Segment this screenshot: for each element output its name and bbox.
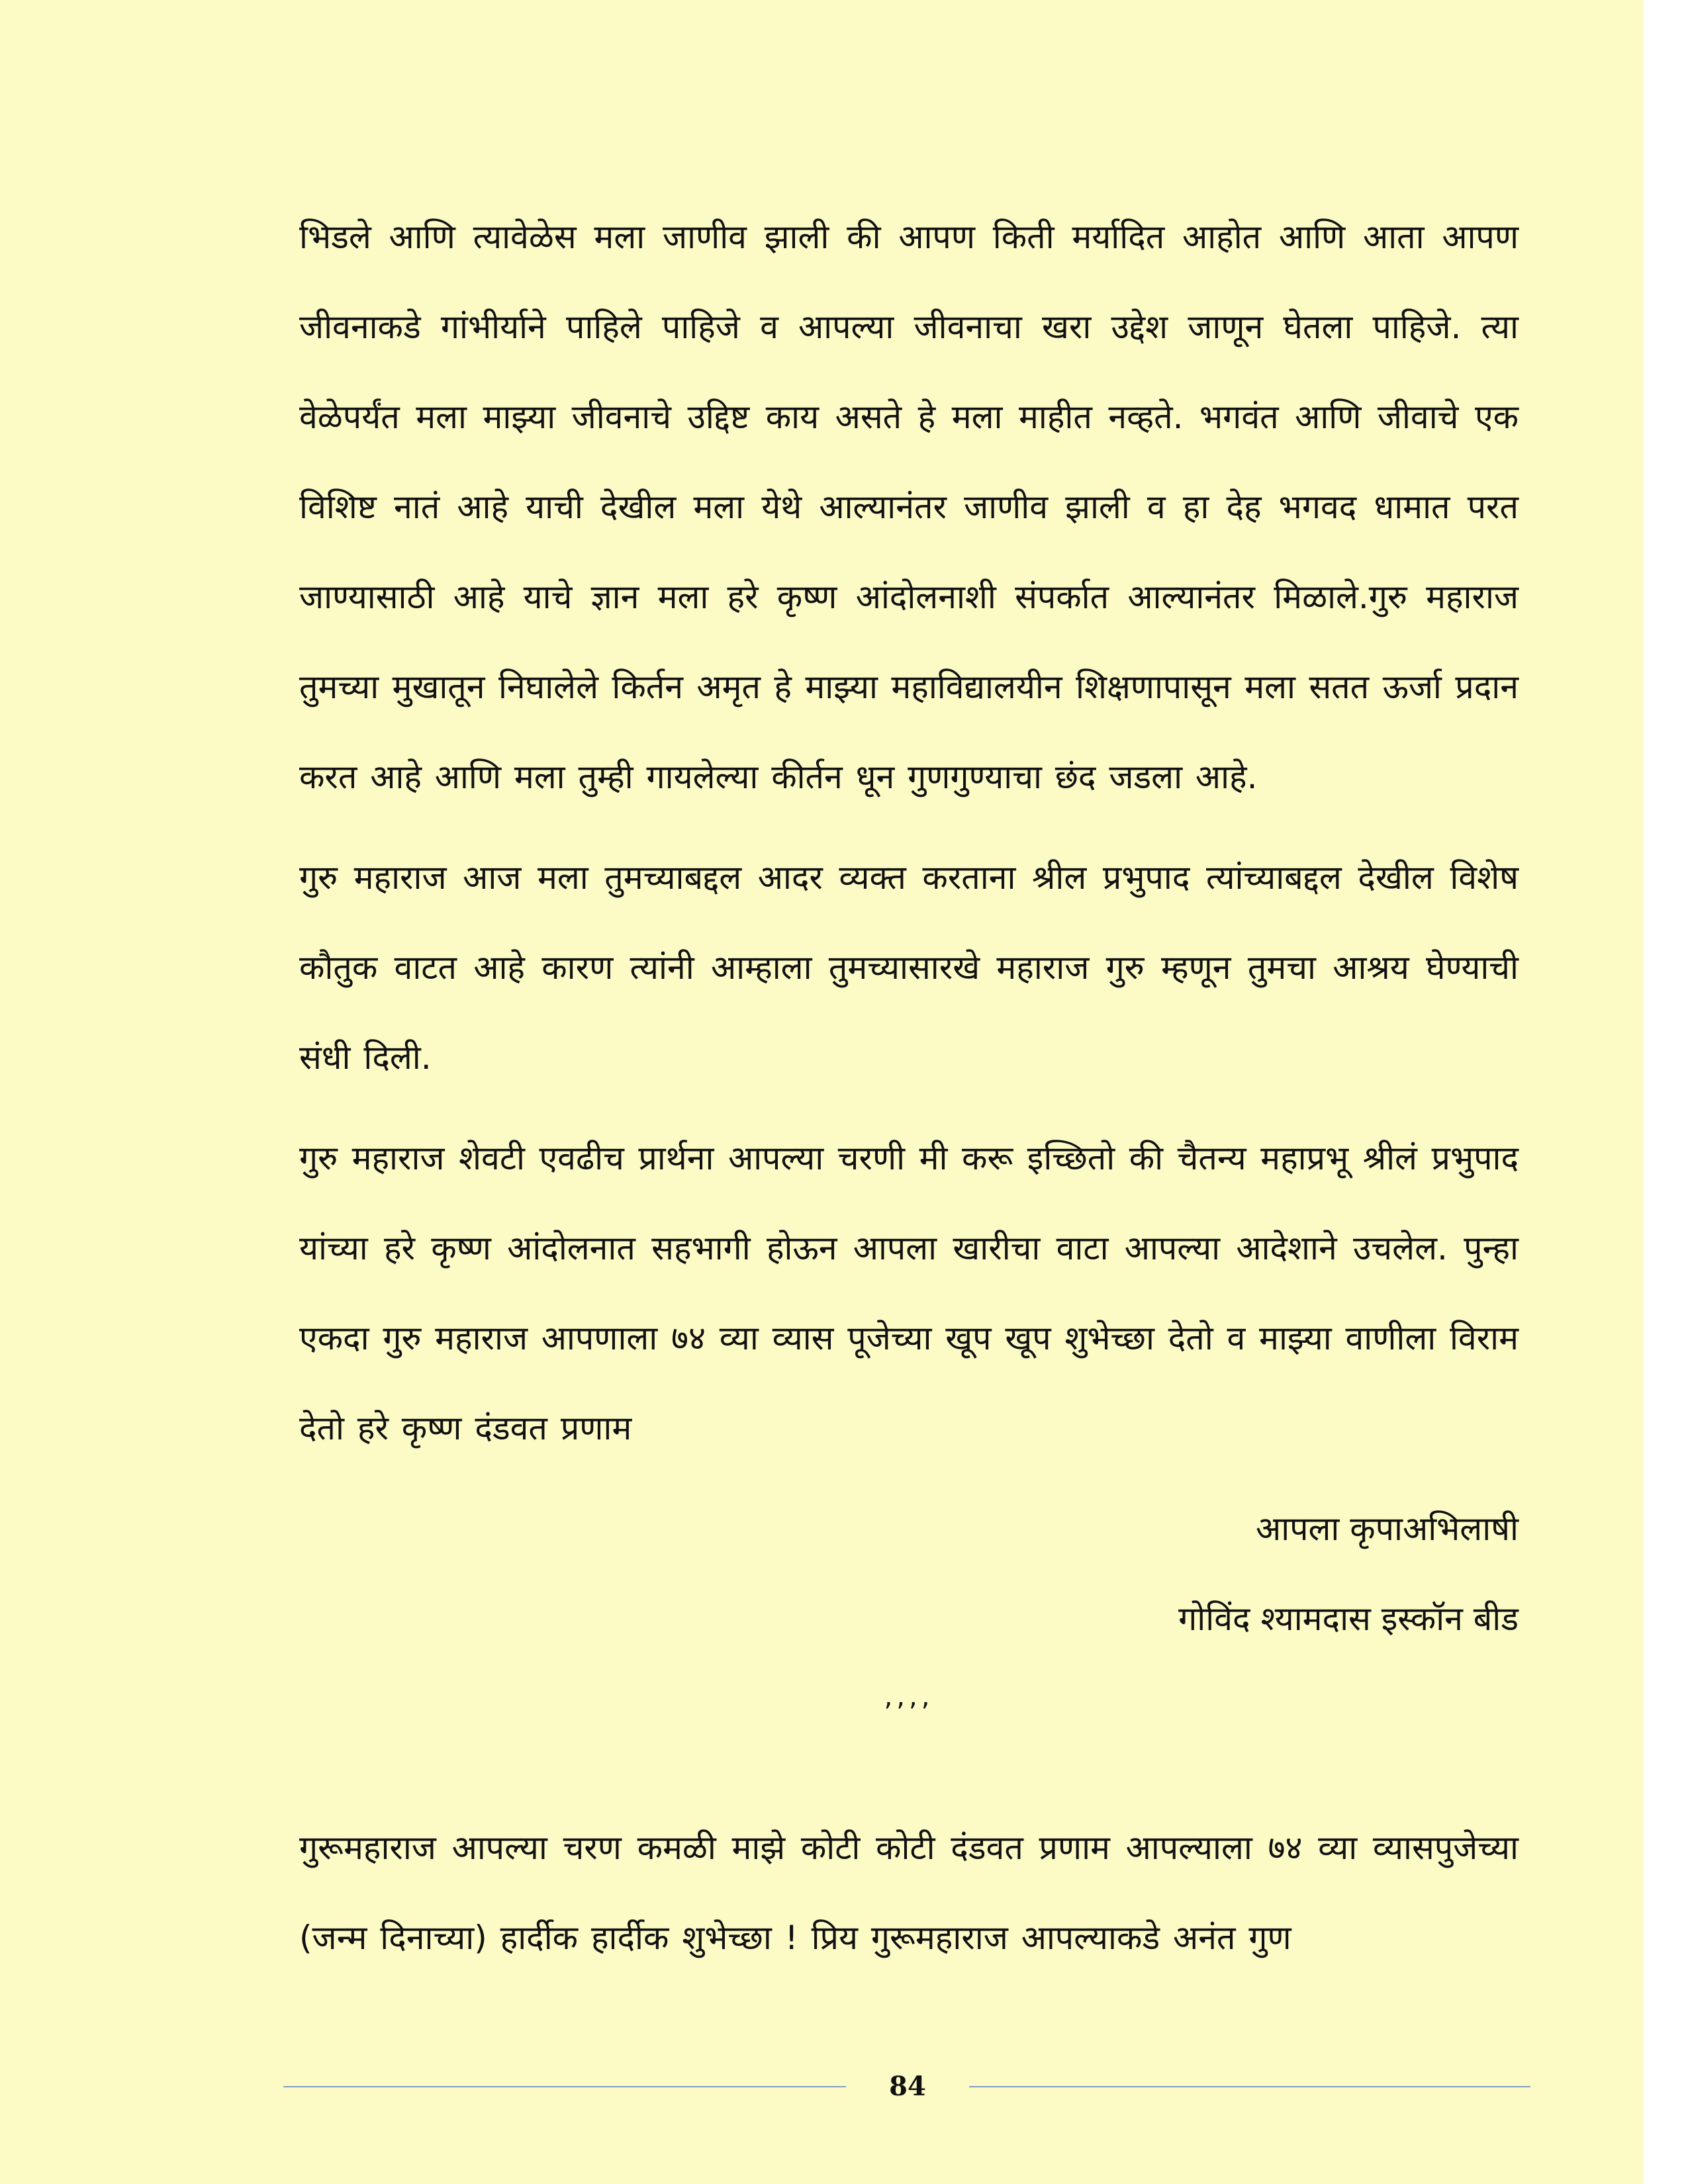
paragraph-3: गुरु महाराज शेवटी एवढीच प्रार्थना आपल्या चरणी मी करू इच्छितो की चैतन्य महाप्रभू श्रीलं प्रभुपाद यांच्या हरे कृष्ण आंदोलनात सहभागी होऊन आपला खारीचा वाटा आपल्या आदेशाने उचलेल. पुन्हा एकदा गुरु महाराज आपणाला ७४ व्या व्यास पूजेच्या खूप खूप शुभेच्छा देतो व माझ्या वाणीला विराम देतो हरे कृष्ण दंडवत प्रणाम (299, 1139, 1519, 1447)
signature-closing: आपला कृपाअभिलाषी (1256, 1510, 1519, 1548)
paragraph-2: गुरु महाराज आज मला तुमच्याबद्दल आदर व्यक्त करताना श्रील प्रभुपाद त्यांच्याबद्दल देखील विशेष कौतुक वाटत आहे कारण त्यांनी आम्हाला तुमच्यासारखे महाराज गुरु म्हणून तुमचा आश्रय घेण्याची संधी दिली. (299, 858, 1519, 1077)
page-content (299, 192, 1519, 1993)
next-section-paragraph: गुरूमहाराज आपल्या चरण कमळी माझे कोटी कोटी दंडवत प्रणाम आपल्याला ७४ व्या व्यासपुजेच्या (जन्म दिनाच्या) हार्दीक हार्दीक शुभेच्छा ! प्रिय गुरूमहाराज आपल्याकडे अनंत गुण (299, 1829, 1519, 1957)
section-separator: ,,,, (884, 1682, 934, 1712)
page-number: 84 (889, 2071, 926, 2102)
footer-rule-left (283, 2086, 846, 2087)
signature-name: गोविंद श्यामदास इस्कॉन बीड (1178, 1600, 1519, 1638)
footer-rule-right (969, 2086, 1530, 2087)
paragraph-1: भिडले आणि त्यावेळेस मला जाणीव झाली की आपण किती मर्यादित आहोत आणि आता आपण जीवनाकडे गांभीर्याने पाहिले पाहिजे व आपल्या जीवनाचा खरा उद्देश जाणून घेतला पाहिजे. त्या वेळेपर्यंत मला माझ्या जीवनाचे उद्दिष्ट काय असते हे मला माहीत नव्हते. भगवंत आणि जीवाचे एक विशिष्ट नातं आहे याची देखील मला येथे आल्यानंतर जाणीव झाली व हा देह भगवद धामात परत जाण्यासाठी आहे याचे ज्ञान मला हरे कृष्ण आंदोलनाशी संपर्कात आल्यानंतर मिळाले.गुरु महाराज तुमच्या मुखातून निघालेले किर्तन अमृत हे माझ्या महाविद्यालयीन शिक्षणापासून मला सतत ऊर्जा प्रदान करत आहे आणि मला तुम्ही गायलेल्या कीर्तन धून गुणगुण्याचा छंद जडला आहे. (299, 218, 1519, 796)
page-footer (283, 2064, 1530, 2110)
